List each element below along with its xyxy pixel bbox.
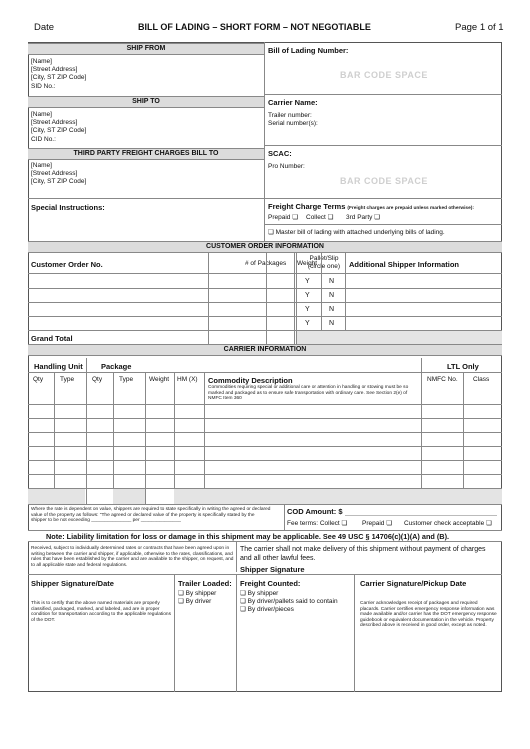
date-label: Date bbox=[34, 22, 55, 33]
ship-from-sid[interactable]: SID No.: bbox=[31, 83, 56, 90]
freight-terms-title: Freight Charge Terms bbox=[268, 202, 346, 211]
carrier-name-label[interactable]: Carrier Name: bbox=[268, 98, 318, 107]
third-party-city[interactable]: [City, ST ZIP Code] bbox=[31, 178, 87, 185]
ship-from-street[interactable]: [Street Address] bbox=[31, 66, 78, 73]
carrier-acknowledgement: Carrier acknowledges receipt of packages and required placards. Carrier certifies emergency response information was made available and/or carrier has the DOT emergency response guidebook or equivalent documentation in the vehicle. Property described above is received in good order, except as noted. bbox=[360, 601, 497, 629]
liability-note: Note: Liability limitation for loss or damage in this shipment may be applicable. See 49 USC § 14706(c)(1)(A) and (B). bbox=[28, 530, 502, 542]
ship-from-heading: SHIP FROM bbox=[28, 43, 264, 55]
carrier-sig-pickup-label[interactable]: Carrier Signature/Pickup Date bbox=[360, 579, 467, 588]
slip-n-3[interactable]: N bbox=[329, 306, 335, 313]
freight-charge-terms bbox=[268, 202, 474, 212]
ship-from-name[interactable]: [Name] bbox=[31, 58, 52, 65]
freight-prepaid-checkbox[interactable]: Prepaid ❏ bbox=[268, 214, 299, 221]
grand-total-label: Grand Total bbox=[31, 334, 73, 343]
nmfc-header: NMFC No. bbox=[427, 376, 458, 383]
shipper-sig-date-label[interactable]: Shipper Signature/Date bbox=[31, 579, 114, 588]
scac-label[interactable]: SCAC: bbox=[268, 149, 292, 158]
third-party-street[interactable]: [Street Address] bbox=[31, 170, 78, 177]
col-weight: Weight bbox=[297, 260, 318, 267]
carrier-delivery-text: The carrier shall not make delivery of this shipment without payment of charges and all other lawful fees. bbox=[240, 546, 486, 562]
freight-counted-by-driver-pieces[interactable]: ❏ By driver/pieces bbox=[240, 606, 294, 613]
barcode-space-1: BAR CODE SPACE bbox=[340, 70, 428, 80]
trailer-number-label[interactable]: Trailer number: bbox=[268, 112, 312, 119]
pallet-y-4[interactable]: Y bbox=[305, 320, 310, 327]
pkg-qty-header: Qty bbox=[92, 376, 103, 383]
trailer-loaded-label: Trailer Loaded: bbox=[178, 579, 232, 588]
weight-header: Weight bbox=[149, 376, 170, 383]
freight-counted-by-shipper[interactable]: ❏ By shipper bbox=[240, 590, 279, 597]
cod-amount-label[interactable]: COD Amount: $ bbox=[287, 507, 343, 516]
hu-qty-header: Qty bbox=[33, 376, 44, 383]
freight-third-party-checkbox[interactable]: 3rd Party ❏ bbox=[346, 214, 381, 221]
commodity-header: Commodity Description bbox=[208, 376, 293, 385]
handling-unit-label: Handling Unit bbox=[34, 362, 83, 371]
ship-to-heading: SHIP TO bbox=[28, 96, 264, 108]
slip-n-4[interactable]: N bbox=[329, 320, 335, 327]
class-header: Class bbox=[473, 376, 490, 383]
commodity-note: Commodities requiring special or additional care or attention in handling or stowing must be so marked and packaged as to ensure safe transportation with ordinary care. See Section 2(e) of NMFC Item 360 bbox=[208, 385, 409, 402]
cod-fee-prepaid[interactable]: Prepaid ❏ bbox=[362, 520, 393, 527]
freight-counted-by-driver-pallets[interactable]: ❏ By driver/pallets said to contain bbox=[240, 598, 338, 605]
freight-collect-checkbox[interactable]: Collect ❏ bbox=[306, 214, 334, 221]
shipper-certification: This is to certify that the above named materials are properly classified, packaged, marked, and labeled, and are in proper condition for transportation according to the applicable regulations of the DOT. bbox=[31, 601, 171, 623]
barcode-space-2: BAR CODE SPACE bbox=[340, 176, 428, 186]
page-title: BILL OF LADING – SHORT FORM – NOT NEGOTIABLE bbox=[138, 22, 371, 32]
hu-type-header: Type bbox=[60, 376, 75, 383]
pkg-type-header: Type bbox=[119, 376, 134, 383]
customer-order-heading: CUSTOMER ORDER INFORMATION bbox=[28, 241, 502, 253]
ship-to-city[interactable]: [City, ST ZIP Code] bbox=[31, 127, 87, 134]
bol-number-label[interactable]: Bill of Lading Number: bbox=[268, 46, 349, 55]
ltl-only-label: LTL Only bbox=[447, 362, 479, 371]
special-instructions-label[interactable]: Special Instructions: bbox=[31, 203, 105, 212]
serial-number-label[interactable]: Serial number(s): bbox=[268, 120, 318, 127]
cod-customer-check[interactable]: Customer check acceptable ❏ bbox=[404, 520, 492, 527]
col-packages: # of Packages bbox=[245, 260, 287, 267]
ship-to-cid[interactable]: CID No.: bbox=[31, 136, 56, 143]
col-customer-order: Customer Order No. bbox=[31, 260, 103, 269]
col-additional-info: Additional Shipper Information bbox=[349, 260, 459, 269]
cod-fee-collect[interactable]: Fee terms: Collect ❏ bbox=[287, 520, 348, 527]
pro-number-label[interactable]: Pro Number: bbox=[268, 163, 305, 170]
master-bol-checkbox[interactable]: ❏ Master bill of lading with attached underlying bills of lading. bbox=[268, 229, 445, 236]
slip-n-2[interactable]: N bbox=[329, 292, 335, 299]
third-party-name[interactable]: [Name] bbox=[31, 162, 52, 169]
pallet-y-2[interactable]: Y bbox=[305, 292, 310, 299]
freight-counted-label: Freight Counted: bbox=[240, 579, 301, 588]
ship-to-name[interactable]: [Name] bbox=[31, 111, 52, 118]
received-terms-text: Received, subject to individually determined rates or contracts that have been agreed upon in writing between the carrier and shipper, if applicable, otherwise to the rates, classifications, and rules that have been established by the carrier and are available to the shipper, on request, and to all applicable state and federal regulations. bbox=[31, 546, 234, 568]
package-label: Package bbox=[101, 362, 132, 371]
freight-terms-note: (Freight charges are prepaid unless marked otherwise): bbox=[347, 206, 474, 211]
carrier-info-heading: CARRIER INFORMATION bbox=[28, 344, 502, 356]
pallet-y-3[interactable]: Y bbox=[305, 306, 310, 313]
third-party-heading: THIRD PARTY FREIGHT CHARGES BILL TO bbox=[28, 148, 264, 160]
trailer-loaded-by-shipper[interactable]: ❏ By shipper bbox=[178, 590, 217, 597]
shipper-signature-label[interactable]: Shipper Signature bbox=[240, 565, 305, 574]
hm-header: HM (X) bbox=[177, 376, 198, 383]
col-pallet-slip: Pallet/Slip (circle one) bbox=[307, 255, 341, 270]
declared-value-text: Where the rate is dependent on value, shippers are required to state specifically in writing the agreed or declared value of the property as follows: "The agreed or declared value of the property is specifically stated by the shipper to be not exceeding _______________ per _______________ bbox=[31, 507, 271, 524]
page-number: Page 1 of 1 bbox=[455, 22, 504, 33]
pallet-y-1[interactable]: Y bbox=[305, 278, 310, 285]
ship-to-street[interactable]: [Street Address] bbox=[31, 119, 78, 126]
slip-n-1[interactable]: N bbox=[329, 278, 335, 285]
ship-from-city[interactable]: [City, ST ZIP Code] bbox=[31, 74, 87, 81]
trailer-loaded-by-driver[interactable]: ❏ By driver bbox=[178, 598, 212, 605]
